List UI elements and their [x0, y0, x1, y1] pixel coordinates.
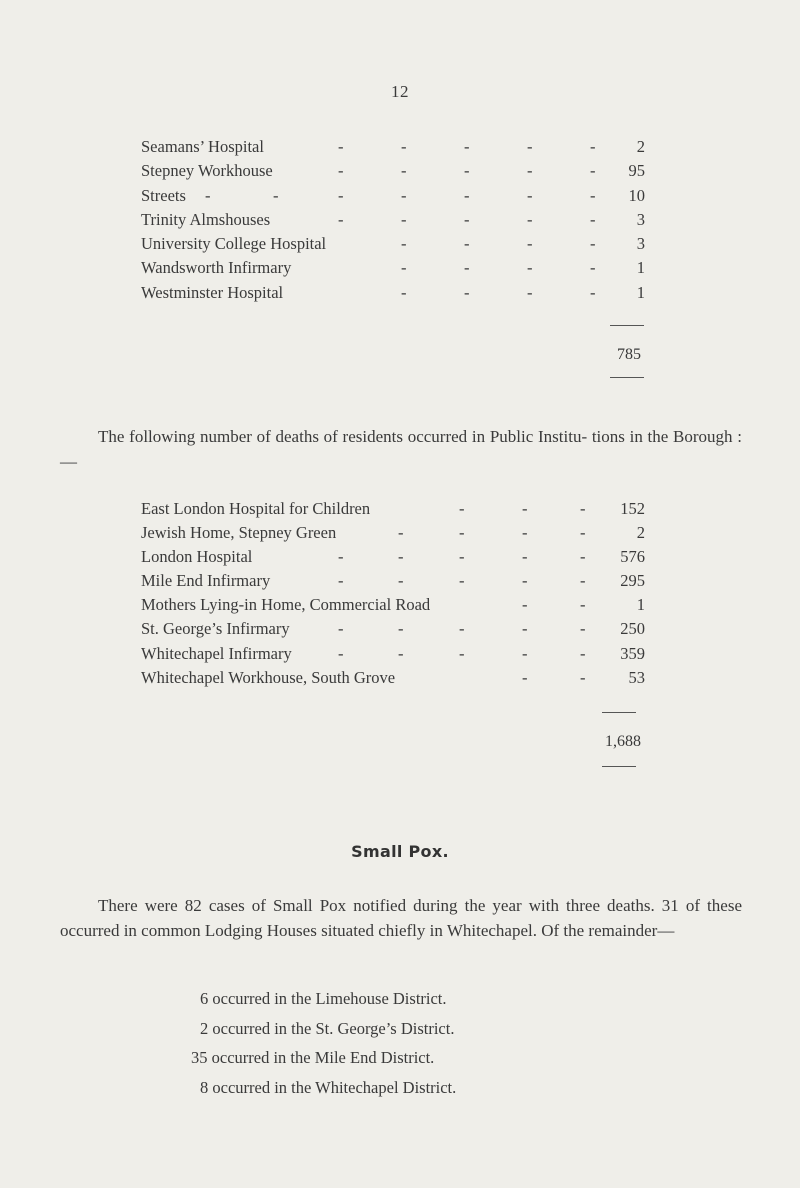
list-item: [141, 210, 661, 234]
item-value: 10: [628, 185, 645, 205]
item-name: Mile End Infirmary: [141, 571, 271, 591]
occurrence-text: 8 occurred in the Whitechapel District.: [200, 1077, 457, 1097]
list-item: [141, 619, 661, 643]
list-item: [180, 989, 456, 1019]
list-item: [141, 523, 661, 547]
leader-dashes: - - - -: [401, 234, 596, 254]
occurrence-text: 6 occurred in the Limehouse District.: [200, 989, 447, 1008]
leader-dashes: - -: [522, 595, 586, 615]
item-value: 576: [620, 547, 645, 567]
leader-dashes: - -: [522, 667, 586, 687]
item-value: 3: [636, 234, 645, 254]
institutions-list-2: [141, 499, 661, 692]
item-name: Trinity Almshouses: [141, 209, 271, 229]
item-name: University College Hospital: [141, 234, 327, 254]
list1-total: 785: [617, 346, 641, 363]
leader-dashes: - - - - -: [338, 137, 596, 156]
leader-dashes: - - - - -: [338, 161, 596, 181]
list-item: [141, 644, 661, 668]
sum-rule: [610, 377, 644, 378]
item-value: 359: [620, 643, 645, 663]
item-name: Stepney Workhouse: [141, 161, 273, 181]
item-name: Whitechapel Workhouse, South Grove: [141, 667, 396, 687]
item-value: 3: [636, 209, 645, 229]
list-item: [141, 283, 661, 307]
list2-total: 1,688: [605, 733, 641, 750]
leader-dashes: - - - - -: [338, 571, 586, 591]
leader-dashes: - - - -: [401, 258, 596, 278]
sum-rule: [602, 712, 636, 713]
list-item: [141, 547, 661, 571]
leader-dashes: - - -: [459, 499, 586, 518]
list-item: [141, 499, 661, 523]
item-name: Jewish Home, Stepney Green: [141, 523, 337, 543]
item-value: 250: [620, 619, 645, 639]
item-value: 295: [620, 571, 645, 591]
item-value: 53: [628, 667, 645, 687]
item-name: East London Hospital for Children: [141, 499, 371, 518]
item-name: Westminster Hospital: [141, 282, 284, 302]
occurrence-list: [180, 989, 456, 1107]
list-item: [141, 595, 661, 619]
page-number: 12: [391, 82, 409, 101]
sum-rule: [610, 325, 644, 326]
list-item: [141, 571, 661, 595]
institutions-list-1: [141, 137, 661, 307]
list-item: [180, 1048, 456, 1078]
item-name: Wandsworth Infirmary: [141, 258, 292, 278]
leader-dashes: - - - - -: [338, 643, 586, 663]
section-heading: Small Pox.: [351, 842, 449, 861]
list-item: [141, 186, 661, 210]
sum-rule: [602, 766, 636, 767]
leader-dashes: - - - - -: [338, 547, 586, 567]
item-value: 2: [636, 523, 645, 543]
leader-dashes: - - - -: [398, 523, 586, 543]
occurrence-text: 2 occurred in the St. George’s District.: [200, 1018, 455, 1038]
item-value: 1: [636, 595, 645, 615]
list-item: [141, 137, 661, 161]
item-name: Seamans’ Hospital: [141, 137, 264, 156]
list-item: [141, 161, 661, 185]
item-value: 95: [628, 161, 645, 181]
item-name: Whitechapel Infirmary: [141, 643, 292, 663]
leader-dashes: - - - -: [401, 282, 596, 302]
list-item: [141, 668, 661, 692]
item-value: 1: [636, 282, 645, 302]
item-value: 1: [636, 258, 645, 278]
item-name: St. George’s Infirmary: [141, 619, 290, 639]
leader-dashes: - - - - -: [338, 209, 596, 229]
list-item: [180, 1078, 456, 1108]
list-item: [141, 258, 661, 282]
list-item: [180, 1019, 456, 1049]
leader-dashes: - - - - -: [338, 619, 586, 639]
item-value: 2: [636, 137, 645, 156]
small-pox-paragraph: There were 82 cases of Small Pox notified during the year with three deaths. 31 of these occurred in common Lodging Houses situated chiefly in Whitechapel. Of the remainder—: [60, 896, 742, 940]
leader-dashes: - - - - - - -: [205, 185, 596, 205]
item-name: Mothers Lying-in Home, Commercial Road: [141, 595, 431, 615]
item-name: London Hospital: [141, 547, 253, 567]
item-name: Streets: [141, 185, 186, 205]
item-value: 152: [620, 499, 645, 518]
paragraph-text: The following number of deaths of residents occurred in Public Institu- tions in the Borough :—: [60, 427, 742, 471]
occurrence-text: 35 occurred in the Mile End District.: [191, 1048, 435, 1067]
list-item: [141, 234, 661, 258]
intro-paragraph: [60, 424, 742, 474]
